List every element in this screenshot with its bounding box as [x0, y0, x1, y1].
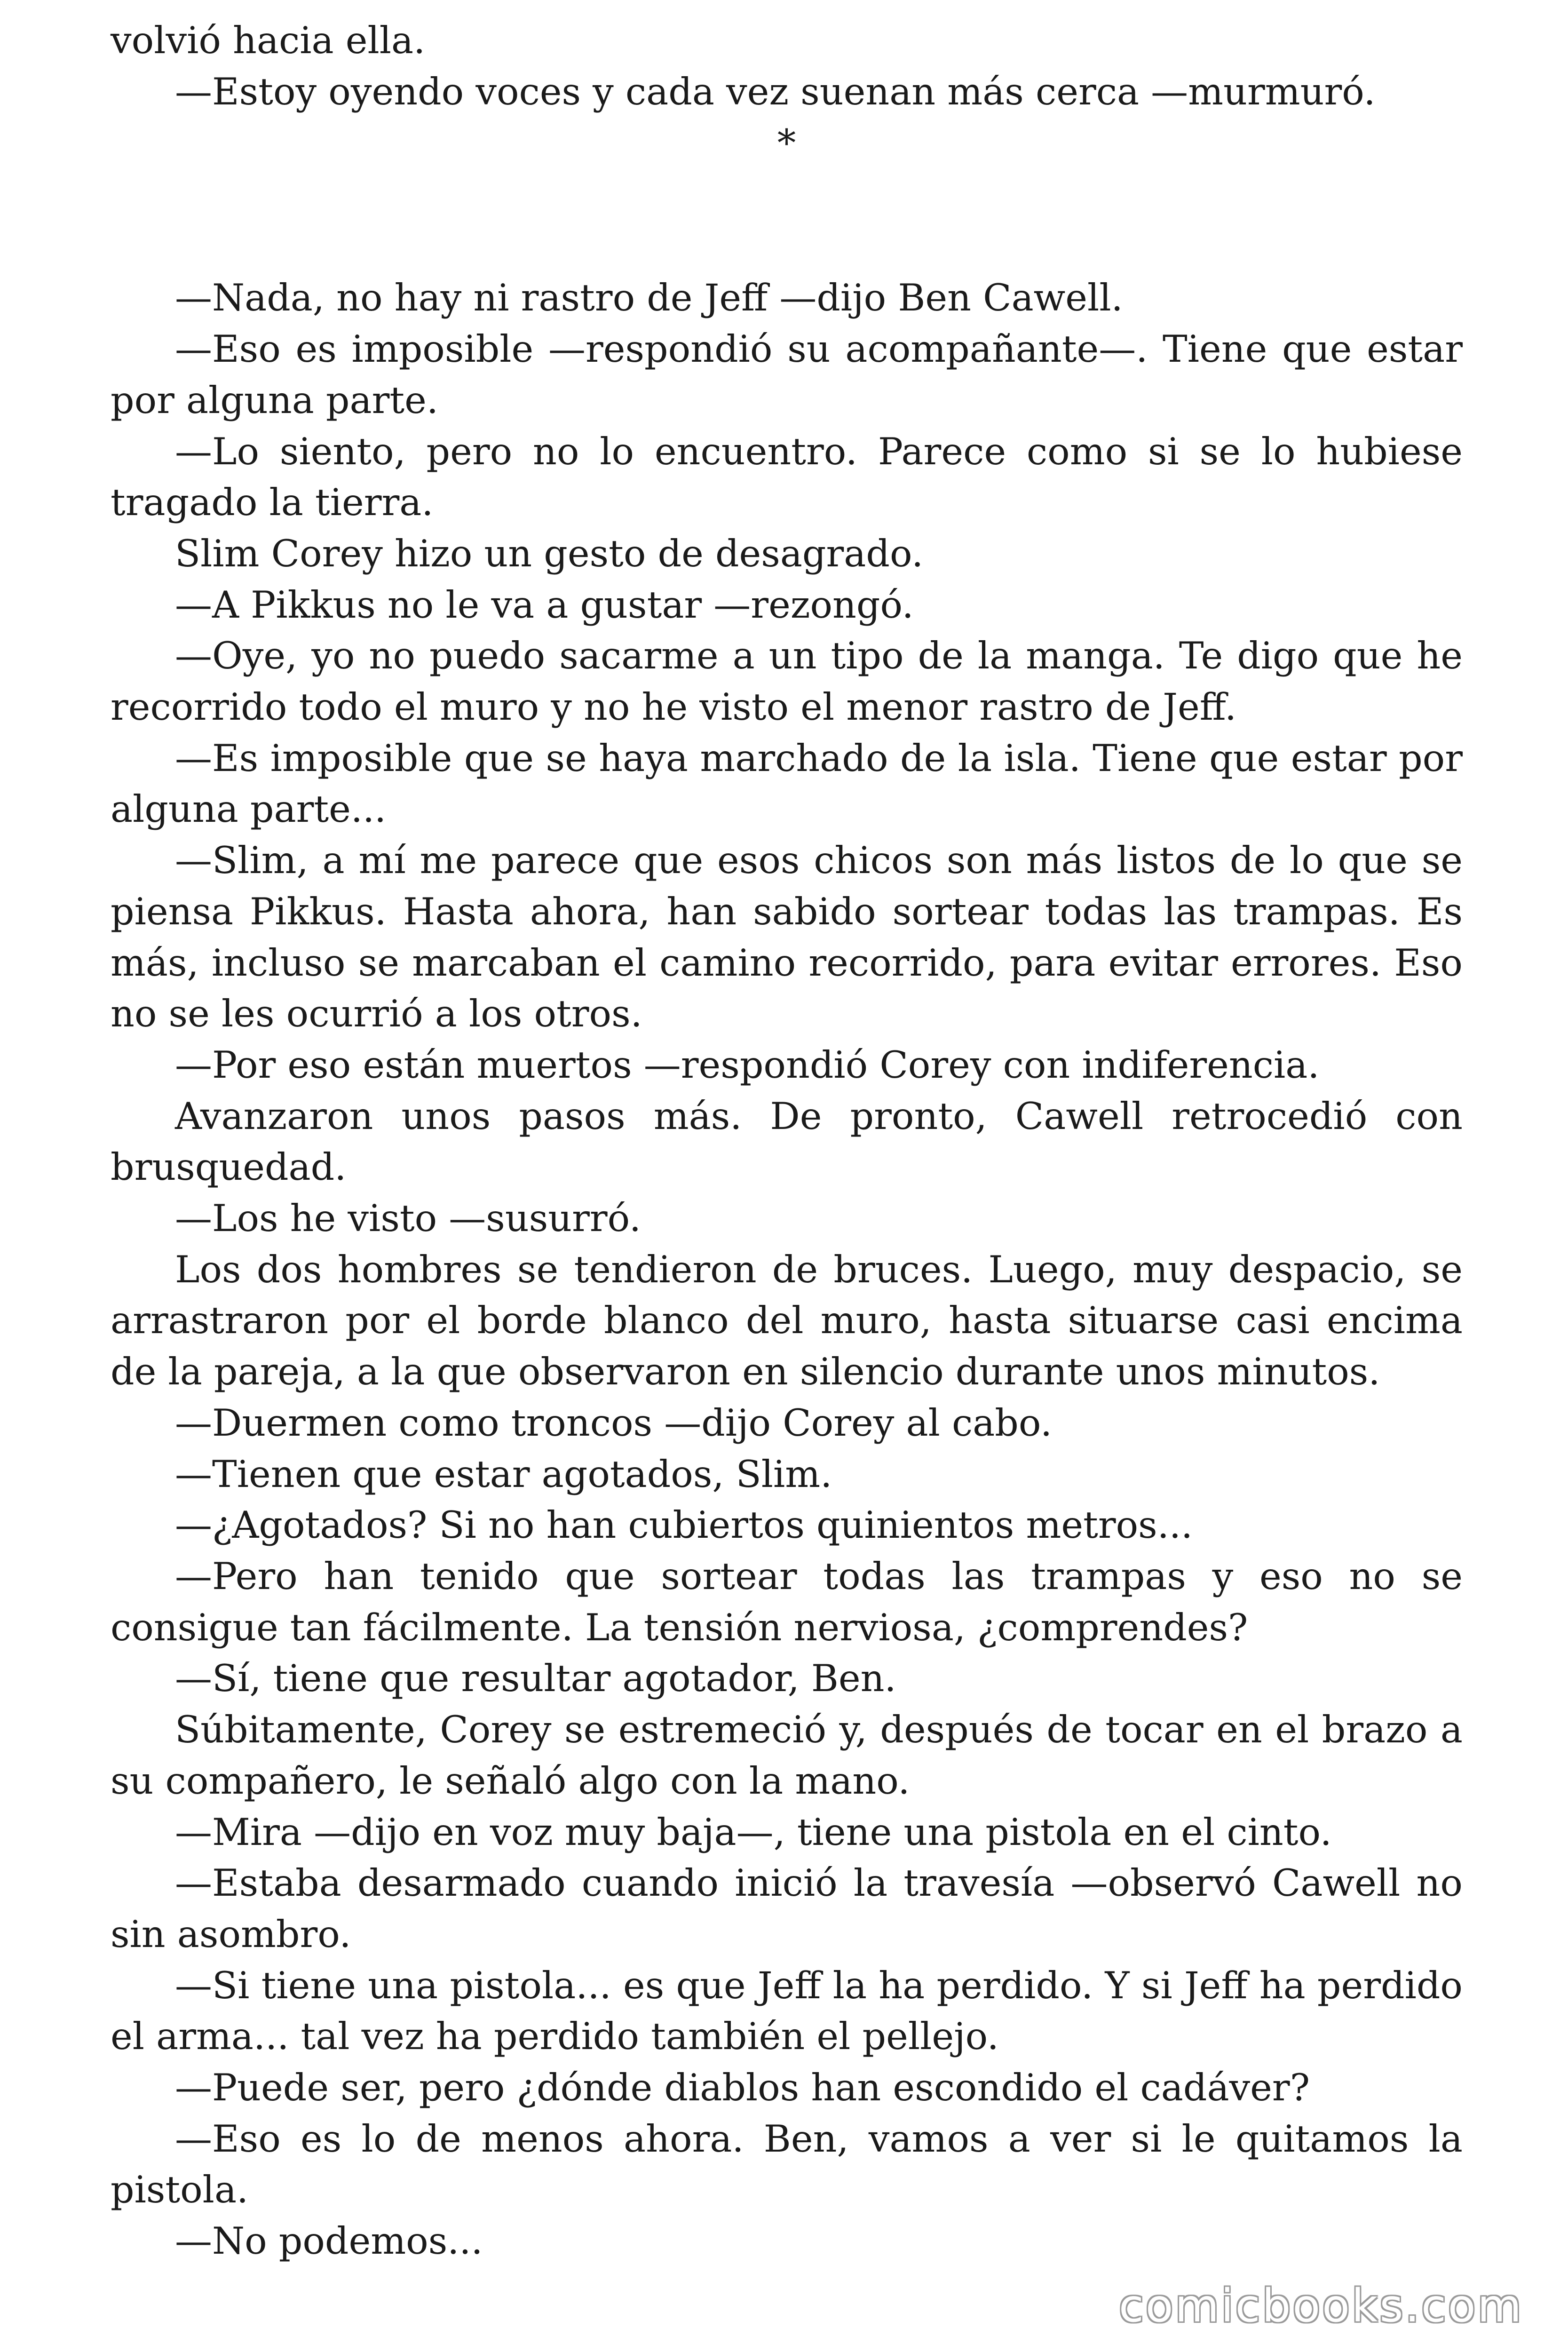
paragraph: —Lo siento, pero no lo encuentro. Parece como si se lo hubiese tragado la tierra. [111, 429, 1463, 524]
paragraph: —Mira —dijo en voz muy baja—, tiene una pistola en el cinto. [175, 1810, 1332, 1854]
paragraph: —Pero han tenido que sortear todas las trampas y eso no se consigue tan fácilmente. La tensión nerviosa, ¿comprendes? [111, 1554, 1463, 1649]
paragraph: —Si tiene una pistola... es que Jeff la ha perdido. Y si Jeff ha perdido el arma... tal vez ha perdido también el pellejo. [111, 1963, 1463, 2058]
paragraph: —Nada, no hay ni rastro de Jeff —dijo Ben Cawell. [175, 276, 1123, 320]
paragraph: —Estoy oyendo voces y cada vez suenan más cerca —murmuró. [175, 70, 1376, 113]
paragraph: —No podemos... [175, 2219, 483, 2263]
paragraph: —Estaba desarmado cuando inició la travesía —observó Cawell no sin asombro. [111, 1861, 1463, 1956]
paragraph: —Los he visto —susurró. [175, 1197, 641, 1240]
paragraph: —Eso es imposible —respondió su acompañante—. Tiene que estar por alguna parte. [111, 327, 1463, 422]
paragraph: Slim Corey hizo un gesto de desagrado. [175, 532, 924, 575]
paragraph: —Es imposible que se haya marchado de la isla. Tiene que estar por alguna parte... [111, 736, 1463, 831]
body-text [111, 15, 1463, 2267]
paragraph: —Tienen que estar agotados, Slim. [175, 1452, 832, 1496]
paragraph: volvió hacia ella. [111, 19, 426, 62]
paragraph: —Por eso están muertos —respondió Corey con indiferencia. [175, 1043, 1320, 1087]
paragraph: Súbitamente, Corey se estremeció y, después de tocar en el brazo a su compañero, le señaló algo con la mano. [111, 1708, 1463, 1803]
scene-separator: * [777, 121, 796, 165]
paragraph: —Eso es lo de menos ahora. Ben, vamos a ver si le quitamos la pistola. [111, 2117, 1463, 2212]
paragraph: —Puede ser, pero ¿dónde diablos han escondido el cadáver? [175, 2066, 1310, 2110]
paragraph: —Duermen como troncos —dijo Corey al cabo. [175, 1401, 1053, 1445]
paragraph: —Sí, tiene que resultar agotador, Ben. [175, 1657, 896, 1700]
paragraph: —¿Agotados? Si no han cubiertos quinientos metros... [175, 1503, 1193, 1547]
watermark: comicbooks.com [1118, 2280, 1523, 2332]
paragraph: —A Pikkus no le va a gustar —rezongó. [175, 583, 914, 627]
paragraph: —Oye, yo no puedo sacarme a un tipo de la manga. Te digo que he recorrido todo el muro y no he visto el menor rastro de Jeff. [111, 634, 1463, 729]
paragraph: Avanzaron unos pasos más. De pronto, Cawell retrocedió con brusquedad. [111, 1094, 1463, 1189]
paragraph: —Slim, a mí me parece que esos chicos son más listos de lo que se piensa Pikkus. Hasta ahora, han sabido sortear todas las trampas. Es más, incluso se marcaban el camino recorrido, para evitar errores. Eso no se les ocurrió a los otros. [111, 839, 1463, 1036]
paragraph: Los dos hombres se tendieron de bruces. Luego, muy despacio, se arrastraron por el borde blanco del muro, hasta situarse casi encima de la pareja, a la que observaron en silencio durante unos minutos. [111, 1248, 1463, 1394]
